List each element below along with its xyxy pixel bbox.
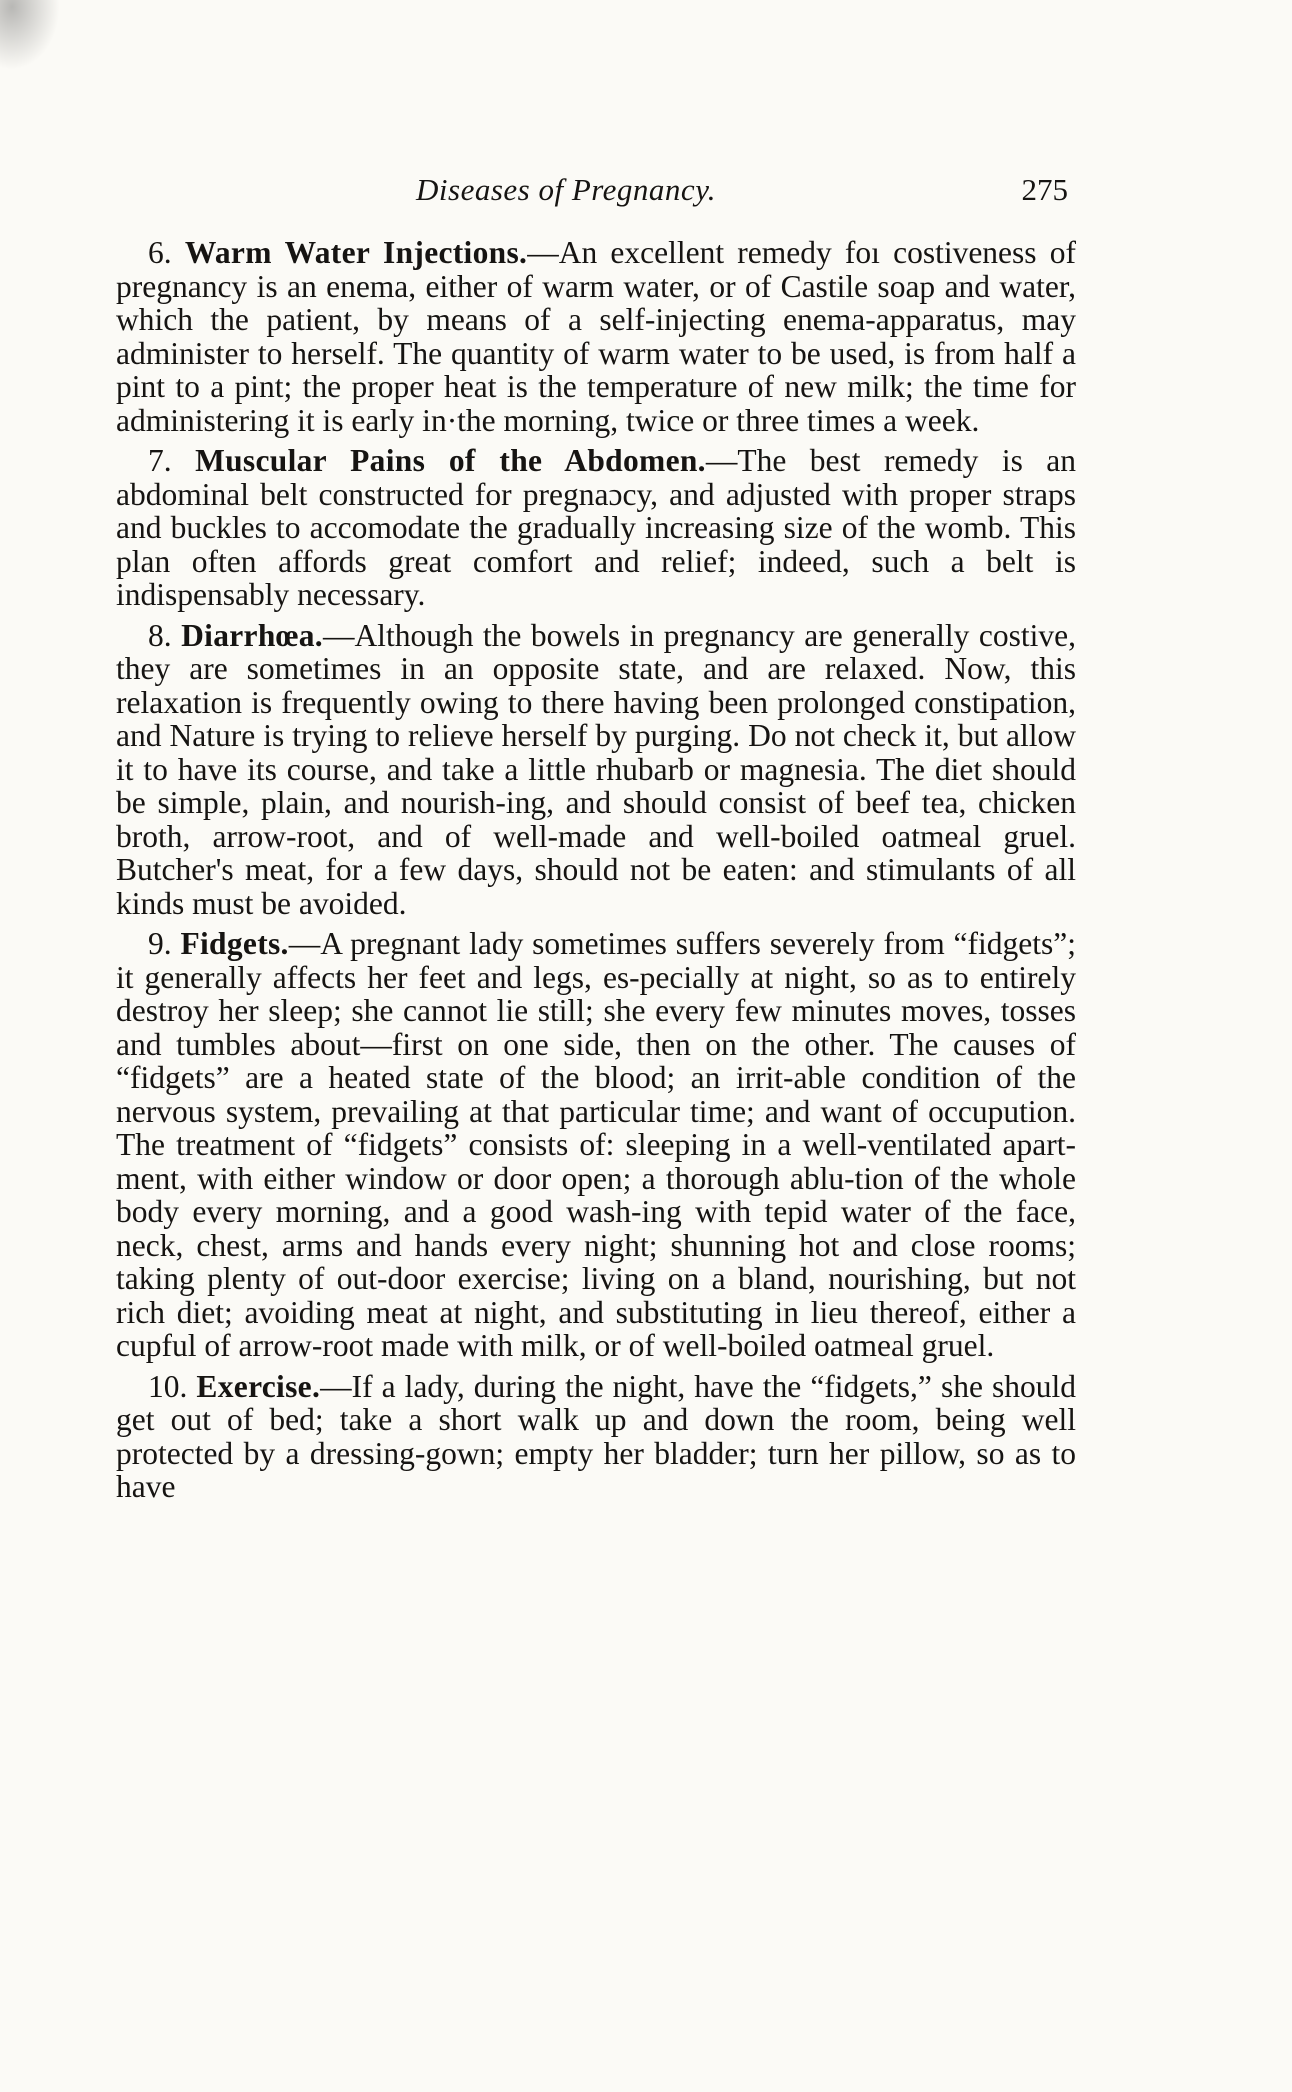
paragraph-heading: Fidgets.	[180, 926, 289, 961]
paragraph-body: —An excellent remedy foı costiveness of pregnancy is an enema, either of warm water, or of Castile soap and water, which the patient, by means of a self-injecting enema-apparatus, may administer to herself. The quantity of warm water to be used, is from half a pint to a pint; the proper heat is the temperature of new milk; the time for administering it is early in·the morning, twice or three times a week.	[116, 235, 1076, 438]
paragraph-diarrhoea	[116, 619, 1076, 921]
paragraph-heading: Warm Water Injections.	[184, 235, 528, 270]
paragraph-heading: Muscular Pains of the Abdomen.	[195, 443, 706, 478]
paragraph-number: 6.	[148, 235, 172, 270]
paragraph-warm-water-injections	[116, 236, 1076, 437]
running-head	[116, 172, 1076, 212]
paragraph-exercise	[116, 1370, 1076, 1504]
paragraph-number: 8.	[148, 617, 172, 653]
paragraph-fidgets	[116, 927, 1076, 1363]
paragraph-body: —The best remedy is an abdominal belt constructed for pregnaɔcy, and adjusted with proper straps and buckles to accomodate the gradually increasing size of the womb. This plan often affords great comfort and relief; indeed, such a belt is indispensably necessary.	[116, 443, 1076, 612]
paragraph-number: 7.	[148, 443, 172, 478]
paragraph-body: —Although the bowels in pregnancy are generally costive, they are sometimes in an opposite state, and are relaxed. Now, this relaxation is frequently owing to there having been prolonged constipation, and Nature is trying to relieve herself by purging. Do not check it, but allow it to have its course, and take a little rhubarb or magnesia. The diet should be simple, plain, and nourish-ing, and should consist of beef tea, chicken broth, arrow-root, and of well-made and well-boiled oatmeal gruel. Butcher's meat, for a few days, should not be eaten: and stimulants of all kinds must be avoided.	[116, 617, 1077, 921]
paragraph-muscular-pains	[116, 444, 1076, 612]
paragraph-heading: Diarrhœa.	[181, 617, 323, 653]
page-number: 275	[1021, 172, 1068, 207]
running-title: Diseases of Pregnancy.	[416, 172, 716, 207]
paragraph-heading: Exercise.	[196, 1368, 321, 1404]
book-page	[116, 172, 1076, 1511]
paragraph-number: 10.	[148, 1368, 188, 1404]
page-corner-smudge	[0, 0, 60, 70]
paragraph-body: —If a lady, during the night, have the “fidgets,” she should get out of bed; take a short walk up and down the room, being well protected by a dressing-gown; empty her bladder; turn her pillow, so as to have	[116, 1368, 1076, 1504]
paragraph-number: 9.	[148, 926, 172, 961]
paragraph-body: —A pregnant lady sometimes suffers severely from “fidgets”; it generally affects her feet and legs, es-pecially at night, so as to entirely destroy her sleep; she cannot lie still; she every few minutes moves, tosses and tumbles about—first on one side, then on the other. The causes of “fidgets” are a heated state of the blood; an irrit-able condition of the nervous system, prevailing at that particular time; and want of occupution. The treatment of “fidgets” consists of: sleeping in a well-ventilated apart-ment, with either window or door open; a thorough ablu-tion of the whole body every morning, and a good wash-ing with tepid water of the face, neck, chest, arms and hands every night; shunning hot and close rooms; taking plenty of out-door exercise; living on a bland, nourishing, but not rich diet; avoiding meat at night, and substituting in lieu thereof, either a cupful of arrow-root made with milk, or of well-boiled oatmeal gruel.	[116, 926, 1076, 1363]
